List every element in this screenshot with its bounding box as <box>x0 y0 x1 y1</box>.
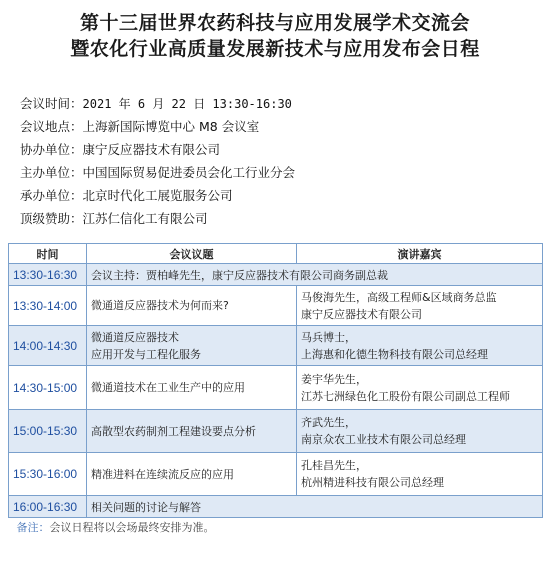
row-time: 13:30-16:30 <box>9 264 87 286</box>
row-discussion: 相关问题的讨论与解答 <box>87 496 543 518</box>
row-speaker <box>297 410 543 453</box>
speaker-line: 孔桂昌先生， <box>301 459 367 472</box>
table-row <box>9 410 543 453</box>
speaker-line: 康宁反应器技术有限公司 <box>301 307 422 321</box>
table-header-row <box>9 244 543 264</box>
meeting-info <box>20 92 540 230</box>
info-label: 协办单位： <box>20 142 83 157</box>
note-label: 备注： <box>16 521 50 534</box>
info-row-organizer <box>20 184 540 207</box>
row-time: 15:00-15:30 <box>9 410 87 453</box>
row-time: 14:00-14:30 <box>9 326 87 366</box>
table-row <box>9 366 543 410</box>
row-time: 16:00-16:30 <box>9 496 87 518</box>
row-host: 会议主持：贾柏峰先生，康宁反应器技术有限公司商务副总裁 <box>87 264 543 286</box>
row-speaker <box>297 286 543 326</box>
page-title: 第十三届世界农药科技与应用发展学术交流会 <box>79 12 470 34</box>
topic-line: 应用开发与工程化服务 <box>91 347 201 361</box>
row-topic <box>87 453 297 496</box>
topic-line: 微通道反应器技术 <box>91 330 179 344</box>
topic-line: 精准进料在连续流反应的应用 <box>91 467 234 481</box>
speaker-line: 杭州精进科技有限公司总经理 <box>301 476 444 489</box>
row-time: 13:30-14:00 <box>9 286 87 326</box>
info-row-host <box>20 161 540 184</box>
speaker-line: 马兵博士， <box>301 330 356 344</box>
row-topic <box>87 410 297 453</box>
topic-line: 微通道技术在工业生产中的应用 <box>91 381 245 394</box>
info-value: 中国国际贸易促进委员会化工行业分会 <box>82 165 296 180</box>
info-row-time <box>20 92 540 115</box>
row-speaker <box>297 453 543 496</box>
page-subtitle: 暨农化行业高质量发展新技术与应用发布会日程 <box>70 38 480 60</box>
info-row-venue <box>20 115 540 138</box>
note-text: 会议日程将以会场最终安排为准。 <box>49 521 215 534</box>
info-label: 会议时间： <box>20 96 83 111</box>
row-topic <box>87 286 297 326</box>
info-label: 顶级赞助： <box>20 211 83 226</box>
info-row-co-organizer <box>20 138 540 161</box>
info-row-sponsor <box>20 207 540 230</box>
table-row <box>9 496 543 518</box>
table-row <box>9 453 543 496</box>
row-speaker <box>297 326 543 366</box>
speaker-line: 姜宇华先生， <box>301 372 367 386</box>
speaker-line: 江苏七洲绿色化工股份有限公司副总工程师 <box>301 389 510 403</box>
topic-line: 高散型农药制剂工程建设要点分析 <box>91 424 256 438</box>
row-time: 14:30-15:00 <box>9 366 87 410</box>
info-value: 上海新国际博览中心 M8 会议室 <box>82 119 260 134</box>
table-row <box>9 264 543 286</box>
row-topic <box>87 326 297 366</box>
info-value: 北京时代化工展览服务公司 <box>82 188 233 203</box>
info-label: 承办单位： <box>20 188 83 203</box>
info-value: 江苏仁信化工有限公司 <box>82 211 208 226</box>
info-value: 2021 年 6 月 22 日 13:30-16:30 <box>82 97 292 111</box>
row-topic <box>87 366 297 410</box>
info-label: 会议地点： <box>20 119 83 134</box>
table-row <box>9 326 543 366</box>
row-speaker <box>297 366 543 410</box>
speaker-line: 齐武先生， <box>301 416 356 429</box>
note-row <box>9 518 543 537</box>
speaker-line: 南京众农工业技术有限公司总经理 <box>301 433 466 446</box>
header-topic: 会议议题 <box>87 244 297 264</box>
table-row <box>9 286 543 326</box>
info-value: 康宁反应器技术有限公司 <box>82 142 221 157</box>
info-label: 主办单位： <box>20 165 83 180</box>
schedule-table <box>8 243 543 536</box>
row-time: 15:30-16:00 <box>9 453 87 496</box>
speaker-line: 上海惠和化德生物科技有限公司总经理 <box>301 347 488 361</box>
header-speaker: 演讲嘉宾 <box>297 244 543 264</box>
note-cell <box>9 518 543 537</box>
topic-line: 微通道反应器技术为何而来? <box>91 299 229 312</box>
speaker-line: 马俊海先生，高级工程师&区域商务总监 <box>301 290 497 304</box>
header-time: 时间 <box>9 244 87 264</box>
